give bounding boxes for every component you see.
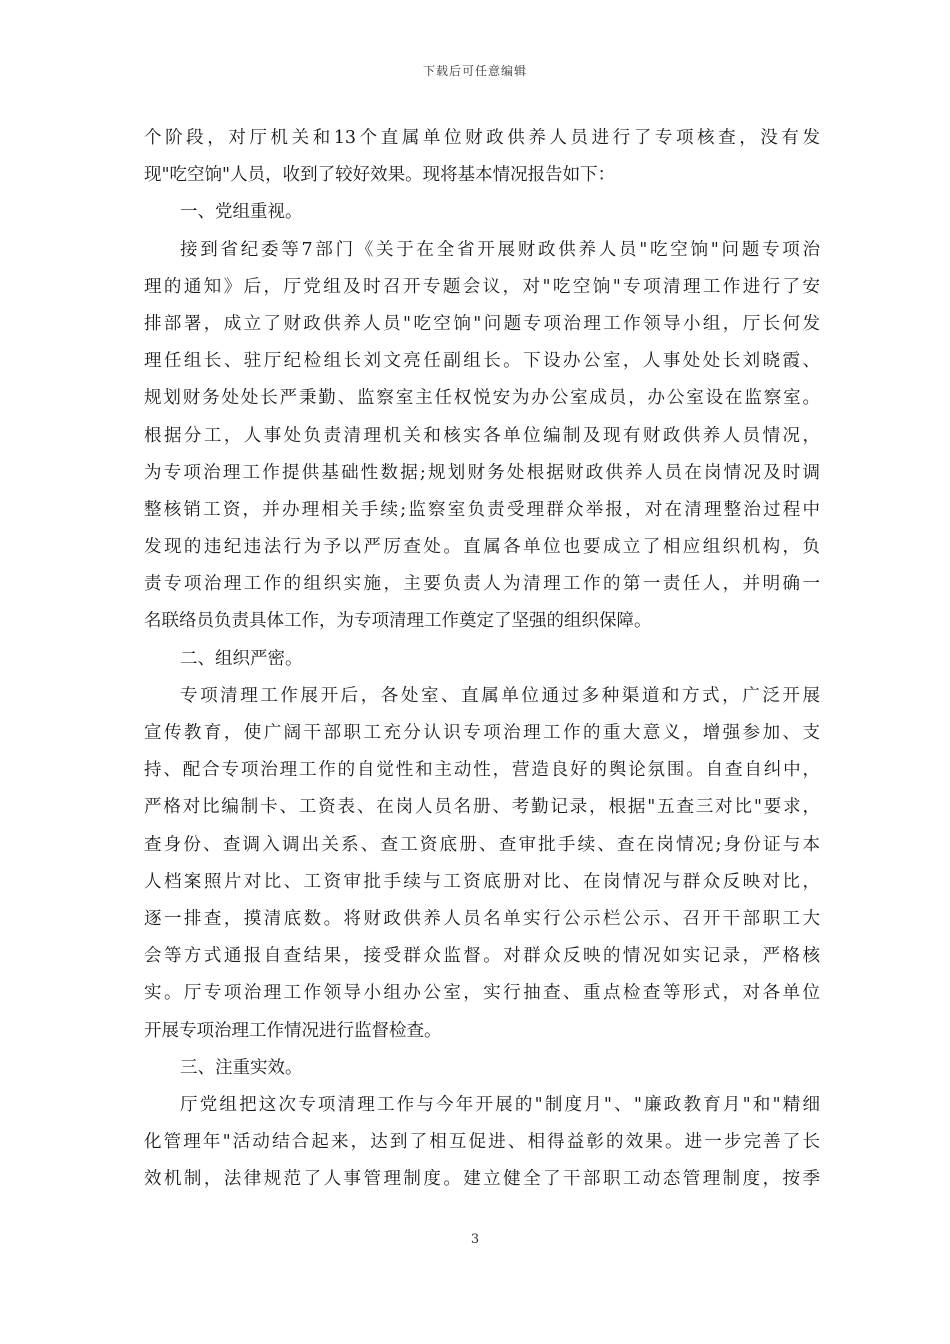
text-line: 责专项治理工作的组织实施，主要负责人为清理工作的第一责任人，并明确一 xyxy=(144,574,820,595)
text-line: 一、党组重视。 xyxy=(180,202,303,223)
text-line: 现"吃空饷"人员，收到了较好效果。现将基本情况报告如下： xyxy=(144,165,616,186)
text-line: 排部署，成立了财政供养人员"吃空饷"问题专项治理工作领导小组，厅长何发 xyxy=(144,313,820,334)
text-line: 厅党组把这次专项清理工作与今年开展的"制度月"、"廉政教育月"和"精细 xyxy=(180,1094,820,1115)
text-line: 理任组长、驻厅纪检组长刘文亮任副组长。下设办公室，人事处处长刘晓霞、 xyxy=(144,351,820,372)
text-line: 严格对比编制卡、工资表、在岗人员名册、考勤记录，根据"五查三对比"要求， xyxy=(144,797,820,818)
text-line: 为专项治理工作提供基础性数据;规划财务处根据财政供养人员在岗情况及时调 xyxy=(144,462,820,483)
text-line: 二、组织严密。 xyxy=(180,648,303,669)
text-line: 名联络员负责具体工作，为专项清理工作奠定了坚强的组织保障。 xyxy=(144,611,652,632)
text-line: 人档案照片对比、工资审批手续与工资底册对比、在岗情况与群众反映对比， xyxy=(144,871,820,892)
text-line: 发现的违纪违法行为予以严厉查处。直属各单位也要成立了相应组织机构，负 xyxy=(144,537,820,558)
text-line: 个阶段，对厅机关和13个直属单位财政供养人员进行了专项核查，没有发 xyxy=(144,128,820,148)
text-line: 理的通知》后，厅党组及时召开专题会议，对"吃空饷"专项清理工作进行了安 xyxy=(144,276,820,297)
page-number: 3 xyxy=(470,1232,480,1247)
text-line: 会等方式通报自查结果，接受群众监督。对群众反映的情况如实记录，严格核 xyxy=(144,946,820,967)
text-line: 逐一排查，摸清底数。将财政供养人员名单实行公示栏公示、召开干部职工大 xyxy=(144,908,820,929)
text-line: 化管理年"活动结合起来，达到了相互促进、相得益彰的效果。进一步完善了长 xyxy=(144,1132,820,1153)
text-line: 持、配合专项治理工作的自觉性和主动性，营造良好的舆论氛围。自查自纠中， xyxy=(144,760,820,781)
text-line: 查身份、查调入调出关系、查工资底册、查审批手续、查在岗情况;身份证与本 xyxy=(144,834,820,855)
text-line: 接到省纪委等7部门《关于在全省开展财政供养人员"吃空饷"问题专项治 xyxy=(180,239,820,260)
text-line: 宣传教育，使广阔干部职工充分认识专项治理工作的重大意义，增强参加、支 xyxy=(144,723,820,743)
text-line: 专项清理工作展开后，各处室、直属单位通过多种渠道和方式，广泛开展 xyxy=(180,685,820,706)
text-line: 规划财务处处长严秉勤、监察室主任权悦安为办公室成员，办公室设在监察室。 xyxy=(144,388,820,409)
text-line: 实。厅专项治理工作领导小组办公室，实行抽查、重点检查等形式，对各单位 xyxy=(144,983,820,1004)
page-header: 下载后可任意编辑 xyxy=(422,64,527,78)
text-line: 根据分工，人事处负责清理机关和核实各单位编制及现有财政供养人员情况， xyxy=(144,425,820,446)
text-line: 开展专项治理工作情况进行监督检查。 xyxy=(144,1020,442,1041)
text-line: 效机制，法律规范了人事管理制度。建立健全了干部职工动态管理制度，按季 xyxy=(144,1169,820,1190)
document-body xyxy=(144,120,820,1198)
text-line: 整核销工资，并办理相关手续;监察室负责受理群众举报，对在清理整治过程中 xyxy=(144,499,820,520)
text-line: 三、注重实效。 xyxy=(180,1057,303,1078)
